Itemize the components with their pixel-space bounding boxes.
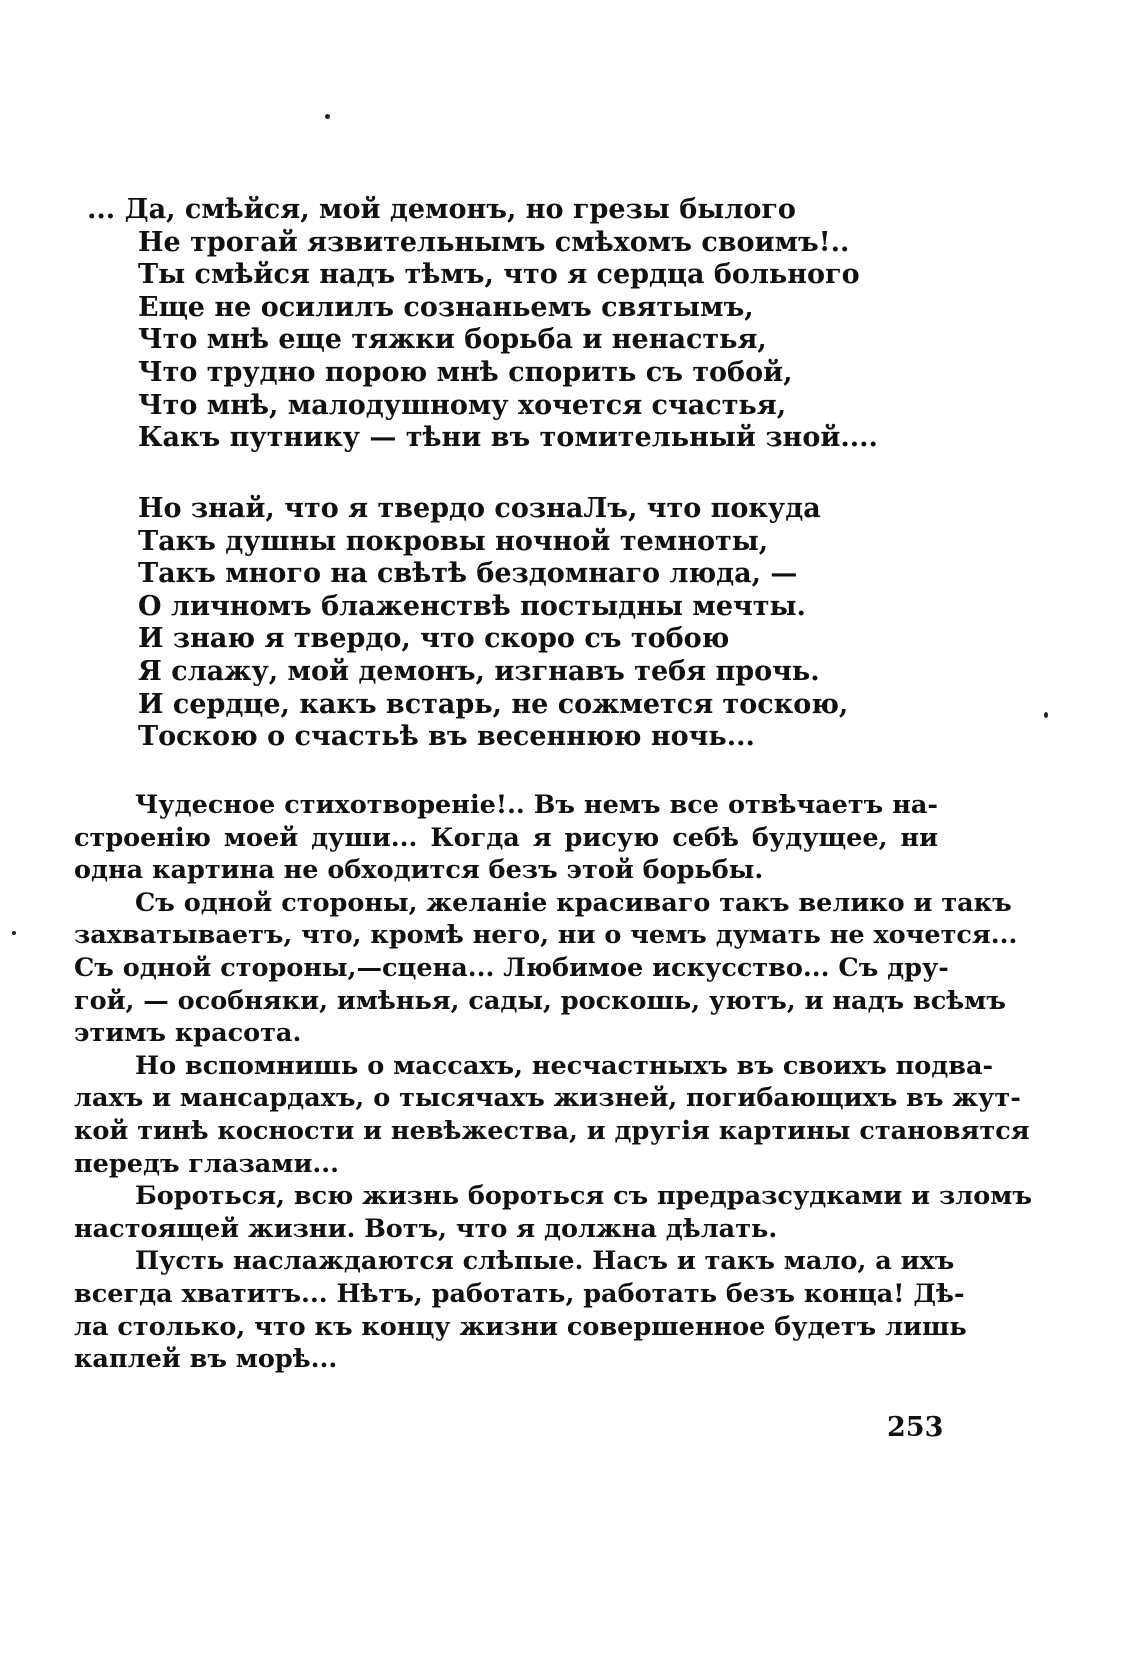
prose-line: гой, — особняки, имѣнья, сады, роскошь, уютъ, и надъ всѣмъ — [74, 985, 1006, 1016]
ink-speck — [325, 114, 330, 119]
prose-line: одна картина не обходится безъ этой борьбы. — [74, 855, 764, 886]
verse-line: И знаю я твердо, что скоро съ тобою — [138, 623, 730, 655]
verse-line: Ты смѣйся надъ тѣмъ, что я сердца больного — [138, 259, 860, 291]
verse-line: Тоскою о счастьѣ въ весеннюю ночь... — [138, 721, 755, 753]
verse-line: Не трогай язвительнымъ смѣхомъ своимъ!.. — [138, 226, 850, 258]
poem-stanza-1 — [87, 194, 878, 455]
prose-line: передъ глазами... — [74, 1148, 339, 1179]
prose-line: ла столько, что къ концу жизни совершенное будетъ лишь — [74, 1311, 967, 1342]
ink-speck — [1044, 712, 1048, 718]
prose-line: Съ одной стороны,—сцена... Любимое искусство... Съ дру- — [74, 952, 949, 983]
verse-line: Но знай, что я твердо сознаЛъ, что покуда — [138, 493, 821, 524]
prose-line: всегда хватитъ... Нѣтъ, работать, работать безъ конца! Дѣ- — [74, 1278, 965, 1309]
prose-line: каплей въ морѣ... — [74, 1344, 338, 1375]
prose-line: Съ одной стороны, желаніе красиваго такъ велико и такъ — [135, 887, 1012, 918]
prose-line: лахъ и мансардахъ, о тысячахъ жизней, погибающихъ въ жут- — [74, 1083, 1021, 1114]
prose-body — [74, 789, 1032, 1376]
prose-line: Пусть наслаждаются слѣпые. Насъ и такъ мало, а ихъ — [135, 1246, 955, 1277]
prose-line: Но вспомнишь о массахъ, несчастныхъ въ своихъ подва- — [135, 1050, 994, 1081]
poem-stanza-2 — [138, 493, 848, 754]
prose-line: Чудесное стихотвореніе!.. Въ немъ все отвѣчаетъ на- — [135, 790, 938, 820]
verse-line: Еще не осилилъ сознаньемъ святымъ, — [138, 291, 754, 323]
verse-line: Какъ путнику — тѣни въ томительный зной.... — [138, 422, 878, 454]
verse-line: Я слажу, мой демонъ, изгнавъ тебя прочь. — [138, 655, 820, 687]
verse-line: Такъ душны покровы ночной темноты, — [138, 525, 769, 557]
verse-line: Что трудно порою мнѣ спорить съ тобой, — [138, 356, 793, 388]
verse-line: И сердце, какъ встарь, не сожмется тоскою, — [138, 688, 849, 720]
prose-line: Бороться, всю жизнь бороться съ предразсудками и зломъ — [135, 1181, 1032, 1212]
verse-line: ... Да, смѣйся, мой демонъ, но грезы былого — [87, 194, 796, 225]
verse-line: Что мнѣ еще тяжки борьба и ненастья, — [138, 324, 767, 356]
page-number: 253 — [887, 1412, 944, 1443]
ink-speck — [12, 931, 16, 935]
prose-line: кой тинѣ косности и невѣжества, и другія картины становятся — [74, 1115, 1030, 1146]
prose-line: настоящей жизни. Вотъ, что я должна дѣлать. — [74, 1213, 778, 1244]
prose-line: захватываетъ, что, кромѣ него, ни о чемъ думать не хочется... — [74, 920, 1018, 951]
verse-line: О личномъ блаженствѣ постыдны мечты. — [138, 590, 806, 622]
prose-line: этимъ красота. — [74, 1018, 302, 1049]
verse-line: Что мнѣ, малодушному хочется счастья, — [138, 389, 787, 421]
verse-line: Такъ много на свѣтѣ бездомнаго люда, — — [138, 558, 798, 590]
prose-line: строенію моей души... Когда я рисую себѣ будущее, ни — [74, 822, 938, 853]
